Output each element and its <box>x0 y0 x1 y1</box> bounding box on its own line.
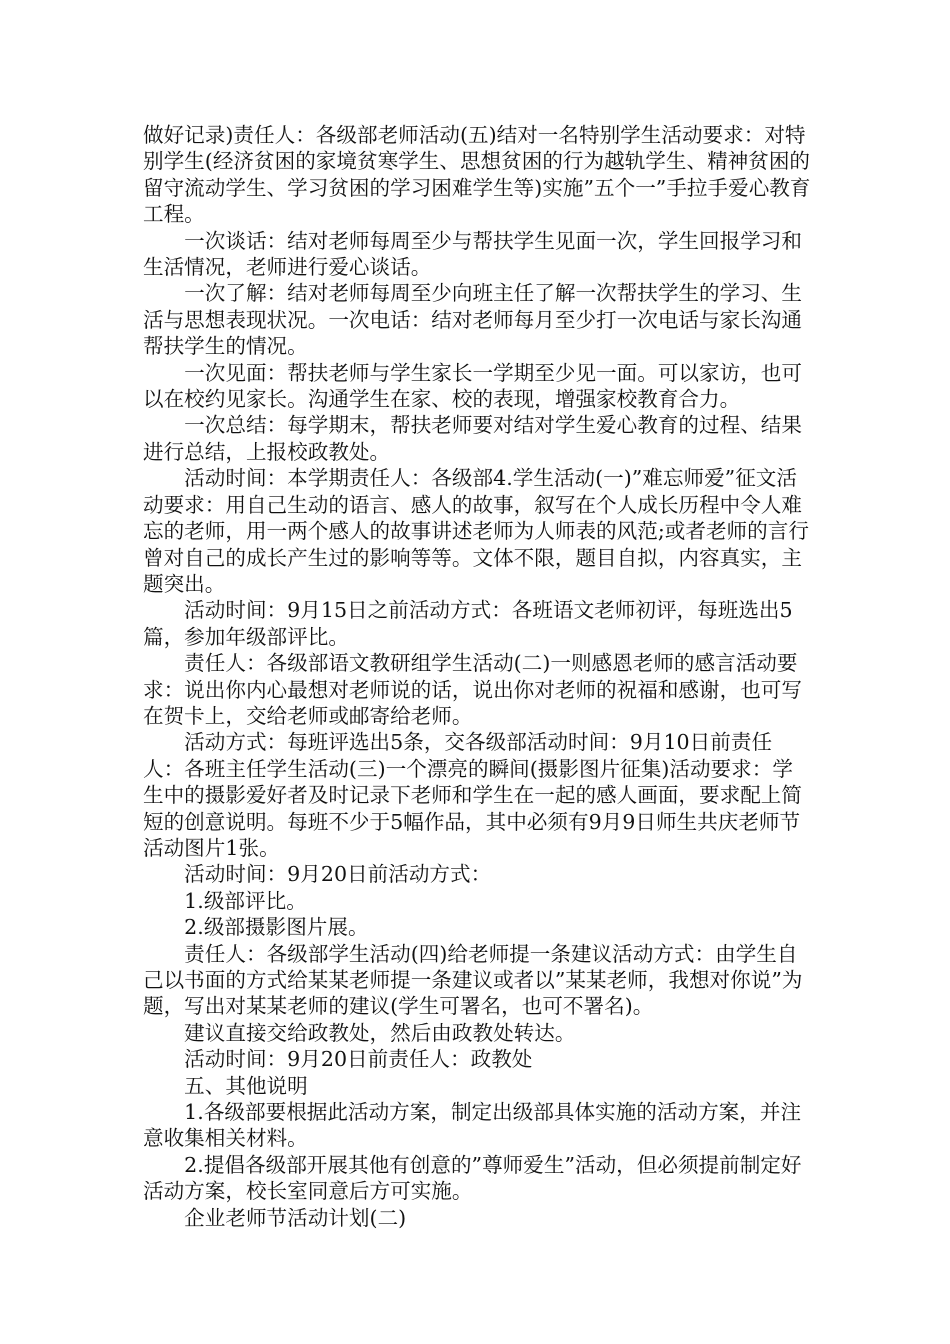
paragraph: 一次总结：每学期末，帮扶老师要对结对学生爱心教育的过程、结果进行总结，上报校政教处。 <box>143 413 802 464</box>
paragraph: 责任人：各级部学生活动(四)给老师提一条建议活动方式：由学生自己以书面的方式给某某老师提一条建议或者以”某某老师，我想对你说”为题，写出对某某老师的建议(学生可署名，也可不署名)。 <box>143 941 803 1019</box>
document-body <box>143 122 813 1231</box>
paragraph: 活动时间：本学期责任人：各级部4.学生活动(一)”难忘师爱”征文活动要求：用自己生动的语言、感人的故事，叙写在个人成长历程中令人难忘的老师，用一两个感人的故事讲述老师为人师表的风范;或者老师的言行曾对自己的成长产生过的影响等等。文体不限，题目自拟，内容真实，主题突出。 <box>143 466 809 596</box>
list-item: 1.级部评比。 <box>143 888 307 913</box>
paragraph: 活动时间：9月20日前责任人：政教处 <box>143 1047 533 1072</box>
list-item: 2.级部摄影图片展。 <box>143 915 369 940</box>
paragraph: 做好记录)责任人：各级部老师活动(五)结对一名特别学生活动要求：对特别学生(经济贫困的家境贫寒学生、思想贫困的行为越轨学生、精神贫困的留守流动学生、学习贫困的学习困难学生等)实施”五个一”手拉手爱心教育工程。 <box>143 123 811 227</box>
paragraph: 活动时间：9月20日前活动方式： <box>143 862 492 887</box>
section-heading: 五、其他说明 <box>143 1073 308 1098</box>
paragraph: 一次了解：结对老师每周至少向班主任了解一次帮扶学生的学习、生活与思想表现状况。一次电话：结对老师每月至少打一次电话与家长沟通帮扶学生的情况。 <box>143 281 802 359</box>
paragraph: 一次谈话：结对老师每周至少与帮扶学生见面一次，学生回报学习和生活情况，老师进行爱心谈话。 <box>143 228 802 280</box>
list-item: 2.提倡各级部开展其他有创意的”尊师爱生”活动，但必须提前制定好活动方案，校长室同意后方可实施。 <box>143 1152 802 1204</box>
paragraph: 活动方式：每班评选出5条，交各级部活动时间：9月10日前责任人：各班主任学生活动(三)一个漂亮的瞬间(摄影图片征集)活动要求：学生中的摄影爱好者及时记录下老师和学生在一起的感人画面，要求配上简短的创意说明。每班不少于5幅作品，其中必须有9月9日师生共庆老师节活动图片1张。 <box>143 730 802 860</box>
paragraph: 建议直接交给政教处，然后由政教处转达。 <box>143 1020 576 1045</box>
paragraph: 责任人：各级部语文教研组学生活动(二)一则感恩老师的感言活动要求：说出你内心最想对老师说的话，说出你对老师的祝福和感谢，也可写在贺卡上，交给老师或邮寄给老师。 <box>143 651 802 728</box>
paragraph: 一次见面：帮扶老师与学生家长一学期至少见一面。可以家访，也可以在校约见家长。沟通学生在家、校的表现，增强家校教育合力。 <box>143 360 802 412</box>
paragraph: 活动时间：9月15日之前活动方式：各班语文老师初评，每班选出5篇，参加年级部评比。 <box>143 598 793 649</box>
list-item: 1.各级部要根据此活动方案，制定出级部具体实施的活动方案，并注意收集相关材料。 <box>143 1100 802 1151</box>
next-section-title: 企业老师节活动计划(二) <box>143 1205 407 1230</box>
